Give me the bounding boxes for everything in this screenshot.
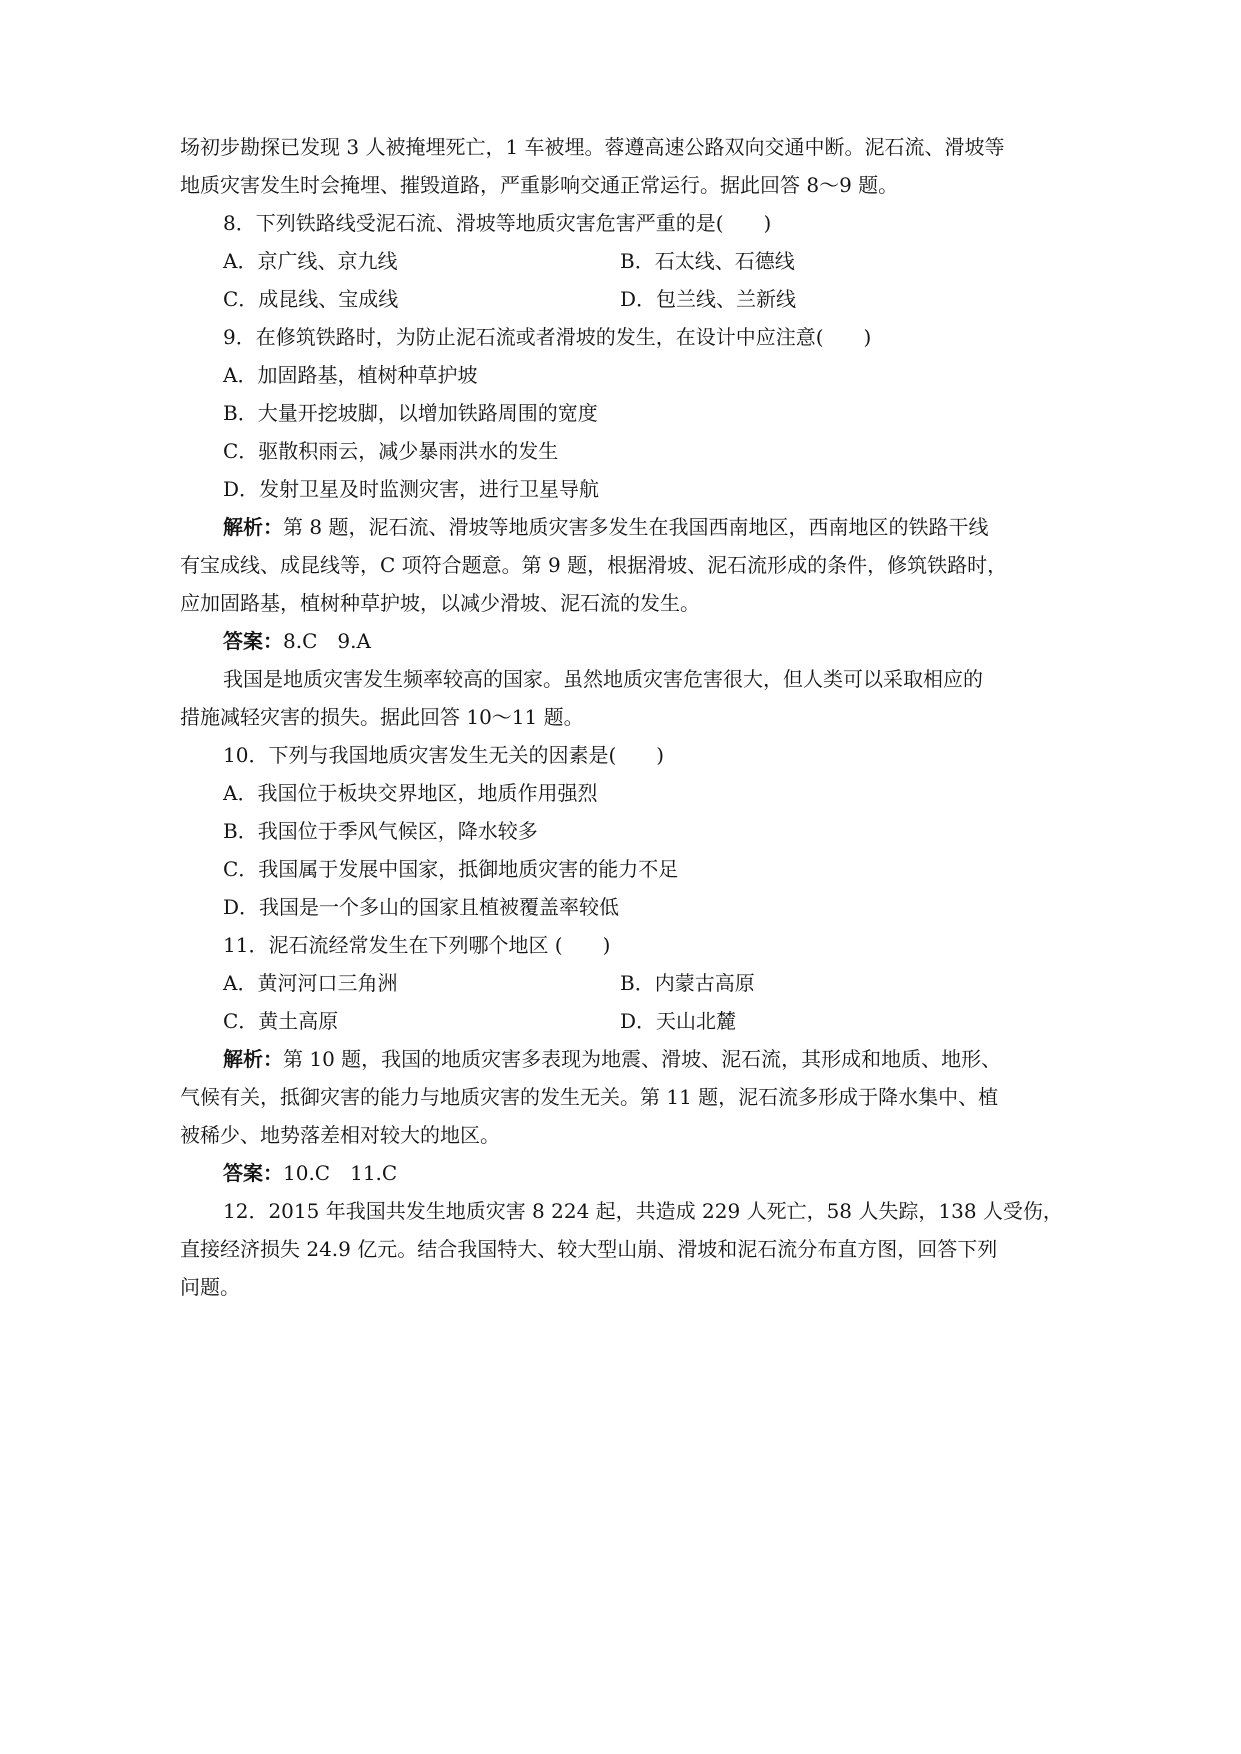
analysis2-line-1 <box>223 1046 1001 1072</box>
answer1 <box>223 628 371 654</box>
analysis1-line-2: 有宝成线、成昆线等，C 项符合题意。第 9 题，根据滑坡、泥石流形成的条件，修筑铁路时， <box>180 553 1008 577</box>
q9-option-c: C．驱散积雨云，减少暴雨洪水的发生 <box>223 439 559 463</box>
analysis2-text-1: 第 10 题，我国的地质灾害多表现为地震、滑坡、泥石流，其形成和地质、地形、 <box>283 1047 1002 1071</box>
q9-stem: 9．在修筑铁路时，为防止泥石流或者滑坡的发生，在设计中应注意( ) <box>223 325 872 349</box>
answer1-text: 8.C 9.A <box>283 629 371 653</box>
q10-stem: 10．下列与我国地质灾害发生无关的因素是( ) <box>223 743 665 767</box>
intro2-line-2: 措施减轻灾害的损失。据此回答 10～11 题。 <box>180 705 584 729</box>
analysis2-line-3: 被稀少、地势落差相对较大的地区。 <box>180 1123 500 1147</box>
analysis1-label: 解析： <box>223 515 283 539</box>
q10-option-c: C．我国属于发展中国家，抵御地质灾害的能力不足 <box>223 857 679 881</box>
q11-stem: 11．泥石流经常发生在下列哪个地区 ( ) <box>223 933 611 957</box>
analysis2-line-2: 气候有关，抵御灾害的能力与地质灾害的发生无关。第 11 题，泥石流多形成于降水集中、植 <box>180 1085 999 1109</box>
analysis1-text-1: 第 8 题，泥石流、滑坡等地质灾害多发生在我国西南地区，西南地区的铁路干线 <box>283 515 989 539</box>
q9-option-b: B．大量开挖坡脚，以增加铁路周围的宽度 <box>223 401 598 425</box>
q9-option-d: D．发射卫星及时监测灾害，进行卫星导航 <box>223 477 600 501</box>
q10-option-b: B．我国位于季风气候区，降水较多 <box>223 819 538 843</box>
answer2-text: 10.C 11.C <box>283 1161 398 1185</box>
q10-option-d: D．我国是一个多山的国家且植被覆盖率较低 <box>223 895 620 919</box>
q12-line-2: 直接经济损失 24.9 亿元。结合我国特大、较大型山崩、滑坡和泥石流分布直方图，回答下列 <box>180 1237 998 1261</box>
answer2-label: 答案： <box>223 1161 283 1185</box>
q9-option-a: A．加固路基，植树种草护坡 <box>223 363 478 387</box>
analysis2-label: 解析： <box>223 1047 283 1071</box>
q10-option-a: A．我国位于板块交界地区，地质作用强烈 <box>223 781 598 805</box>
q8-option-d: D．包兰线、兰新线 <box>620 287 797 311</box>
q11-option-d: D．天山北麓 <box>620 1009 737 1033</box>
intro1-line-2: 地质灾害发生时会掩埋、摧毁道路，严重影响交通正常运行。据此回答 8～9 题。 <box>180 173 899 197</box>
q11-option-c: C．黄土高原 <box>223 1009 339 1033</box>
intro2-line-1: 我国是地质灾害发生频率较高的国家。虽然地质灾害危害很大，但人类可以采取相应的 <box>223 667 983 691</box>
q8-option-a: A．京广线、京九线 <box>223 249 398 273</box>
answer2 <box>223 1160 397 1186</box>
q11-option-b: B．内蒙古高原 <box>620 971 755 995</box>
q8-stem: 8．下列铁路线受泥石流、滑坡等地质灾害危害严重的是( ) <box>223 211 772 235</box>
analysis1-line-1 <box>223 514 988 540</box>
q12-line-3: 问题。 <box>180 1275 240 1299</box>
q12-line-1: 12．2015 年我国共发生地质灾害 8 224 起，共造成 229 人死亡，58 人失踪，138 人受伤， <box>223 1199 1063 1223</box>
q8-option-c: C．成昆线、宝成线 <box>223 287 399 311</box>
answer1-label: 答案： <box>223 629 283 653</box>
q8-option-b: B．石太线、石德线 <box>620 249 795 273</box>
q11-option-a: A．黄河河口三角洲 <box>223 971 398 995</box>
intro1-line-1: 场初步勘探已发现 3 人被掩埋死亡，1 车被埋。蓉遵高速公路双向交通中断。泥石流、滑坡等 <box>180 135 1005 159</box>
analysis1-line-3: 应加固路基，植树种草护坡，以减少滑坡、泥石流的发生。 <box>180 591 700 615</box>
